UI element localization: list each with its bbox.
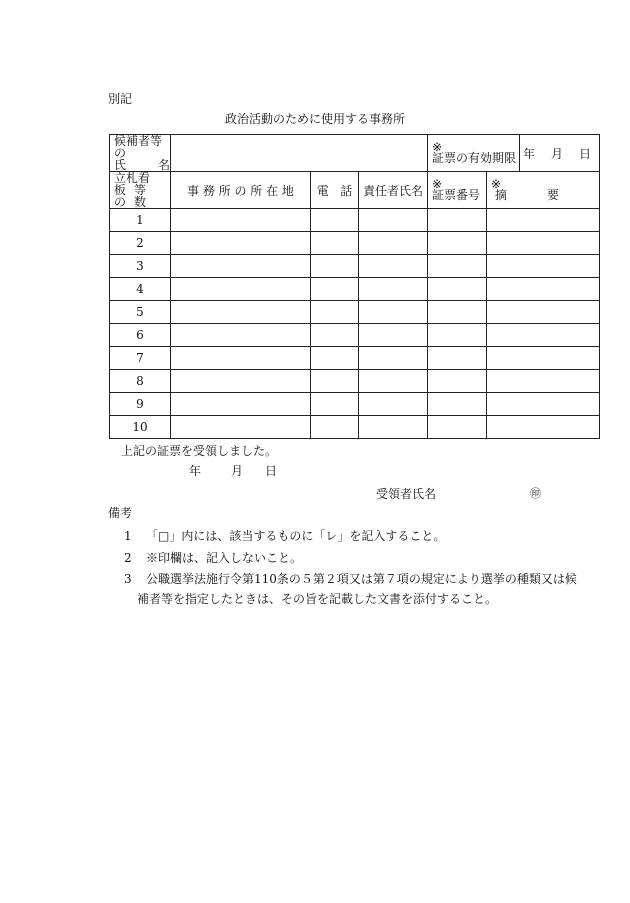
note-item-3-continued: 補者等を指定したときは、その旨を記載した文書を添付すること。 — [137, 592, 498, 606]
remarks-field[interactable] — [487, 209, 600, 232]
col-remarks-mark: ※ — [491, 177, 502, 191]
phone-field[interactable] — [311, 324, 359, 347]
note-text: 「□」内には、該当するものに「レ」を記入すること。 — [146, 529, 446, 543]
responsible-field[interactable] — [359, 209, 428, 232]
responsible-field[interactable] — [359, 278, 428, 301]
receipt-day: 日 — [265, 464, 278, 478]
responsible-field[interactable] — [359, 347, 428, 370]
validity-label: 証票の有効期限 — [432, 151, 517, 165]
col-count-line3a: の — [114, 195, 127, 209]
remarks-field[interactable] — [487, 324, 600, 347]
remarks-field[interactable] — [487, 347, 600, 370]
receipt-month: 月 — [231, 464, 244, 478]
row-number: 10 — [110, 416, 171, 439]
col-cert-mark: ※ — [432, 177, 443, 191]
col-cert-label: 証票番号 — [432, 188, 481, 202]
candidate-label-line1: 候補者等の — [114, 134, 163, 160]
col-header-responsible: 責任者氏名 — [359, 172, 428, 209]
phone-field[interactable] — [311, 209, 359, 232]
note-num: 2 — [124, 551, 132, 565]
appendix-label: 別記 — [108, 92, 133, 106]
address-field[interactable] — [171, 255, 311, 278]
note-num: 1 — [124, 529, 132, 543]
row-number: 1 — [110, 209, 171, 232]
table-row — [110, 278, 600, 301]
validity-month: 月 — [550, 146, 563, 161]
col-header-count — [110, 172, 171, 209]
remarks-field[interactable] — [487, 416, 600, 439]
note-num: 3 — [124, 572, 132, 586]
candidate-label-char1: 氏 — [114, 158, 127, 172]
responsible-field[interactable] — [359, 393, 428, 416]
remarks-field[interactable] — [487, 301, 600, 324]
table-row — [110, 255, 600, 278]
receipt-statement: 上記の証票を受領しました。 — [121, 444, 278, 458]
col-phone-b: 話 — [340, 183, 353, 198]
row-number: 9 — [110, 393, 171, 416]
table-row — [110, 347, 600, 370]
col-header-cert — [428, 172, 487, 209]
note-item-3 — [124, 570, 577, 587]
col-count-line3 — [114, 196, 146, 208]
address-field[interactable] — [171, 393, 311, 416]
address-field[interactable] — [171, 278, 311, 301]
validity-mark: ※ — [432, 140, 443, 154]
candidate-name-field[interactable] — [171, 135, 428, 172]
col-count-line3b: 数 — [133, 195, 146, 209]
receipt-year: 年 — [189, 464, 202, 478]
row-number: 6 — [110, 324, 171, 347]
address-field[interactable] — [171, 347, 311, 370]
address-field[interactable] — [171, 209, 311, 232]
phone-field[interactable] — [311, 301, 359, 324]
responsible-field[interactable] — [359, 255, 428, 278]
cert-number-field[interactable] — [428, 370, 487, 393]
table-row — [110, 324, 600, 347]
validity-label-cell — [428, 135, 520, 172]
col-phone-a: 電 — [316, 183, 329, 198]
receiver-name-label: 受領者氏名 — [376, 487, 437, 501]
seal-mark: ㊞ — [530, 487, 541, 500]
candidate-label-line2 — [114, 159, 170, 171]
note-item-2 — [124, 549, 302, 566]
row-number: 8 — [110, 370, 171, 393]
cert-number-field[interactable] — [428, 255, 487, 278]
table-row — [110, 301, 600, 324]
phone-field[interactable] — [311, 255, 359, 278]
table-row — [110, 232, 600, 255]
row-number: 4 — [110, 278, 171, 301]
col-header-phone — [311, 172, 359, 209]
address-field[interactable] — [171, 416, 311, 439]
responsible-field[interactable] — [359, 301, 428, 324]
column-header-row — [110, 172, 600, 209]
phone-field[interactable] — [311, 232, 359, 255]
note-text: ※印欄は、記入しないこと。 — [146, 551, 303, 565]
address-field[interactable] — [171, 232, 311, 255]
address-field[interactable] — [171, 301, 311, 324]
note-item-1 — [124, 527, 445, 544]
cert-number-field[interactable] — [428, 347, 487, 370]
responsible-field[interactable] — [359, 232, 428, 255]
col-remarks-label — [491, 190, 559, 201]
phone-field[interactable] — [311, 416, 359, 439]
office-table — [109, 134, 600, 439]
table-row — [110, 393, 600, 416]
cert-number-field[interactable] — [428, 324, 487, 347]
row-number: 7 — [110, 347, 171, 370]
table-row — [110, 370, 600, 393]
table-row — [110, 416, 600, 439]
validity-year: 年 — [522, 146, 535, 161]
receipt-date — [189, 462, 277, 479]
notes-heading: 備考 — [108, 506, 133, 520]
col-count-line2a: 板 — [114, 183, 127, 197]
col-count-line1: 立札看 — [114, 171, 151, 185]
remarks-field[interactable] — [487, 232, 600, 255]
responsible-field[interactable] — [359, 324, 428, 347]
cert-number-field[interactable] — [428, 393, 487, 416]
phone-field[interactable] — [311, 393, 359, 416]
row-number: 5 — [110, 301, 171, 324]
phone-field[interactable] — [311, 370, 359, 393]
cert-number-field[interactable] — [428, 209, 487, 232]
row-number: 3 — [110, 255, 171, 278]
cert-number-field[interactable] — [428, 232, 487, 255]
col-count-line2b: 等 — [133, 183, 146, 197]
phone-field[interactable] — [311, 347, 359, 370]
row-number: 2 — [110, 232, 171, 255]
address-field[interactable] — [171, 324, 311, 347]
form-title: 政治活動のために使用する事務所 — [224, 112, 405, 126]
responsible-field[interactable] — [359, 370, 428, 393]
cert-number-field[interactable] — [428, 301, 487, 324]
validity-date-cell[interactable] — [520, 135, 600, 172]
phone-field[interactable] — [311, 278, 359, 301]
candidate-label-cell — [110, 135, 171, 172]
col-remarks-b: 要 — [546, 188, 559, 202]
cert-number-field[interactable] — [428, 416, 487, 439]
candidate-row — [110, 135, 600, 172]
col-header-address: 事 務 所 の 所 在 地 — [171, 172, 311, 209]
address-field[interactable] — [171, 370, 311, 393]
note-text: 公職選挙法施行令第110条の５第２項又は第７項の規定により選挙の種類又は候 — [146, 572, 577, 586]
col-header-remarks — [487, 172, 600, 209]
responsible-field[interactable] — [359, 416, 428, 439]
remarks-field[interactable] — [487, 278, 600, 301]
remarks-field[interactable] — [487, 370, 600, 393]
cert-number-field[interactable] — [428, 278, 487, 301]
col-remarks-a: 摘 — [495, 188, 508, 202]
remarks-field[interactable] — [487, 255, 600, 278]
remarks-field[interactable] — [487, 393, 600, 416]
table-row — [110, 209, 600, 232]
candidate-label-char2: 名 — [157, 158, 170, 172]
validity-day: 日 — [578, 146, 591, 161]
